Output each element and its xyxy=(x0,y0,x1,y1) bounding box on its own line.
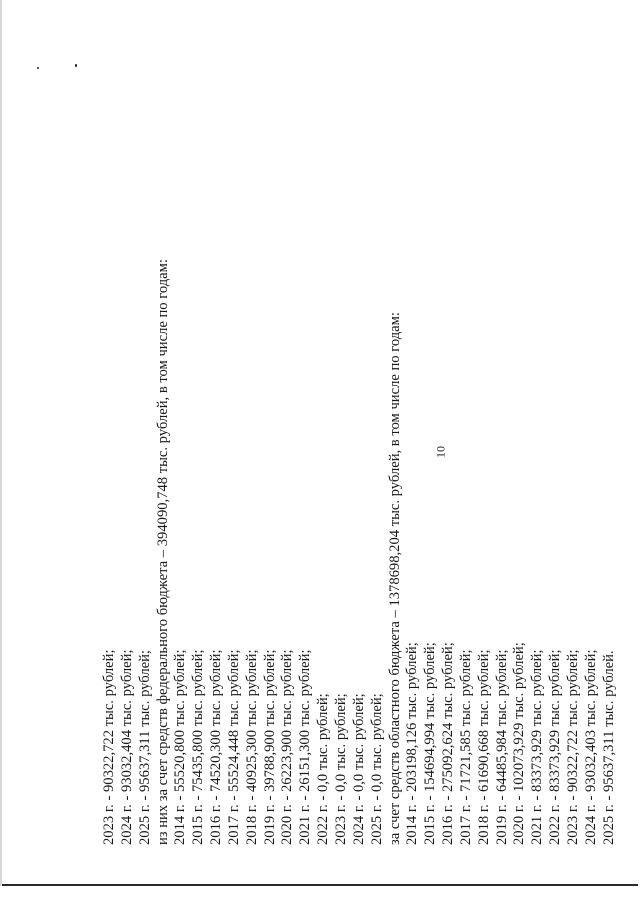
text-line: 2022 г. - 0,0 тыс. рублей; xyxy=(315,693,332,845)
scan-speck xyxy=(37,67,39,69)
text-line: 2014 г. - 55520,800 тыс. рублей; xyxy=(172,649,189,845)
text-line: 2015 г. - 154694,994 тыс. рублей; xyxy=(422,642,439,845)
text-line: 2019 г. - 39788,900 тыс. рублей; xyxy=(261,649,278,845)
text-line: 2021 г. - 83373,929 тыс. рублей; xyxy=(529,649,546,845)
text-line: 2023 г. - 90322,722 тыс. рублей; xyxy=(564,649,581,845)
text-line: 2020 г. - 102073,929 тыс. рублей; xyxy=(511,642,528,845)
text-line: 2018 г. - 61690,668 тыс. рублей; xyxy=(475,649,492,845)
text-line: 2024 г. - 93032,403 тыс. рублей; xyxy=(582,649,599,845)
text-line: 2024 г. - 0,0 тыс. рублей; xyxy=(350,693,367,845)
text-line: 2019 г. - 64485,984 тыс. рублей; xyxy=(493,649,510,845)
text-line: 2018 г. - 40925,300 тыс. рублей; xyxy=(243,649,260,845)
text-line: 2024 г. - 93032,404 тыс. рублей; xyxy=(118,649,135,845)
scan-speck xyxy=(75,64,77,67)
scan-edge-bottom xyxy=(2,884,638,886)
text-line: 2014 г. - 203198,126 тыс. рублей; xyxy=(404,642,421,845)
regional-budget-heading: за счет средств областного бюджета – 1378698,204 тыс. рублей, в том числе по годам: xyxy=(386,312,403,845)
page-number: 10 xyxy=(433,446,448,458)
text-line: 2017 г. - 55524,448 тыс. рублей; xyxy=(225,649,242,845)
text-line: 2025 г. - 95637,311 тыс. рублей. xyxy=(600,650,617,845)
text-line: 2025 г. - 95637,311 тыс. рублей; xyxy=(136,650,153,845)
text-line: 2017 г. - 71721,585 тыс. рублей; xyxy=(457,649,474,845)
text-line: 2020 г. - 26223,900 тыс. рублей; xyxy=(279,649,296,845)
budget-text-block xyxy=(101,85,618,845)
text-line: 2015 г. - 75435,800 тыс. рублей; xyxy=(190,649,207,845)
text-line: 2022 г. - 83373,929 тыс. рублей; xyxy=(547,649,564,845)
text-line: 2016 г. - 74520,300 тыс. рублей; xyxy=(208,649,225,845)
scan-edge-left xyxy=(0,0,2,886)
text-line: 2023 г. - 0,0 тыс. рублей; xyxy=(332,693,349,845)
text-line: 2025 г. - 0,0 тыс. рублей; xyxy=(368,693,385,845)
text-line: 2021 г. - 26151,300 тыс. рублей; xyxy=(297,649,314,845)
federal-budget-heading: из них за счет средств федерального бюджета – 394090,748 тыс. рублей, в том числе по годам: xyxy=(154,259,171,845)
text-line: 2016 г. - 275092,624 тыс. рублей; xyxy=(440,642,457,845)
text-line: 2023 г. - 90322,722 тыс. рублей; xyxy=(101,649,117,845)
